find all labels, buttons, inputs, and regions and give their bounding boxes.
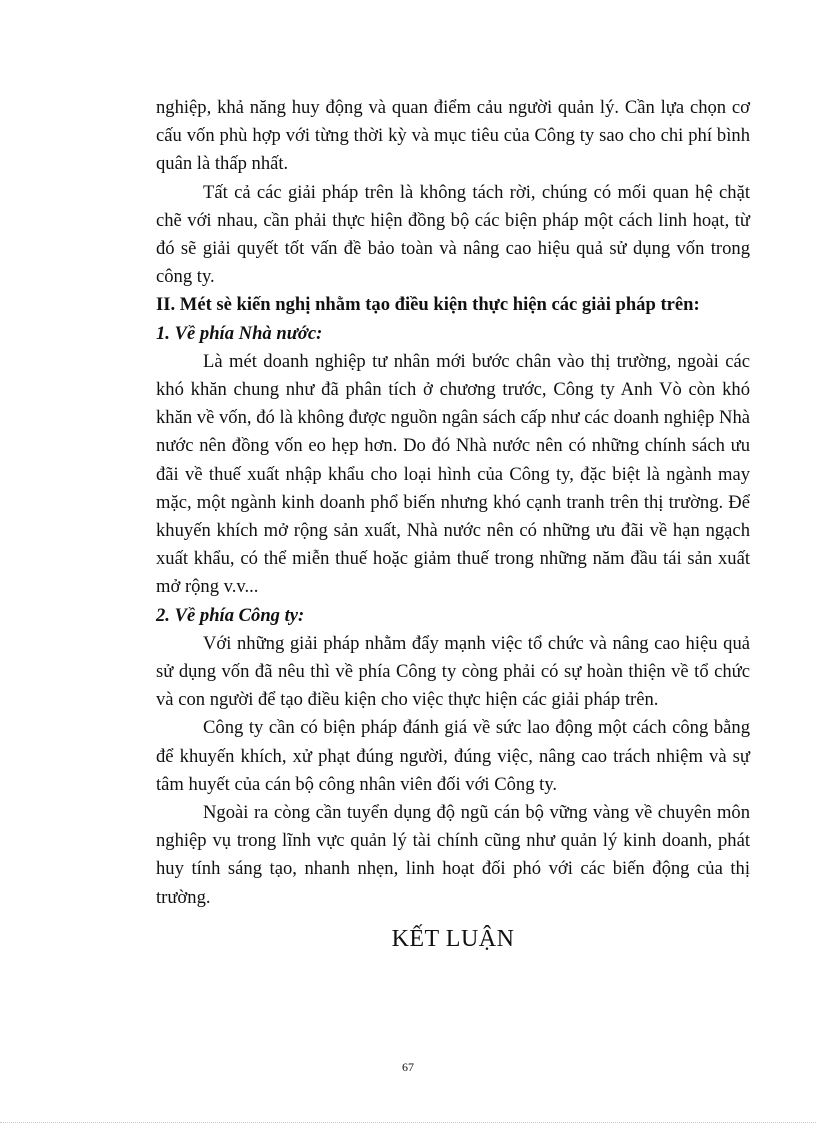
subheading-company: 2. Về phía Công ty: [156,604,305,626]
paragraph-capital-structure: nghiệp, khả năng huy động và quan điểm cảu người quản lý. Cần lựa chọn cơ cấu vốn phù hợp với từng thời kỳ và mục tiêu của Công ty sao cho chi phí bình quân là thấp nhất. [156,97,750,175]
paragraph-company-organization: Với những giải pháp nhằm đẩy mạnh việc tổ chức và nâng cao hiệu quả sử dụng vốn đã nêu thì về phía Công ty còng phải có sự hoàn thiện về tổ chức và con người để tạo điều kiện cho việc thực hiện các giải pháp trên. [156,632,750,711]
conclusion-title: KẾT LUẬN [391,925,515,952]
paragraph-labor-evaluation: Công ty cần có biện pháp đánh giá về sức lao động một cách công bằng để khuyến khích, xử phạt đúng người, đúng việc, nâng cao trách nhiệm và sự tâm huyết của cán bộ công nhân viên đối với Công ty. [156,717,750,795]
page-content [156,94,750,954]
page-number: 67 [402,1060,414,1074]
paragraph-state-recommendations: Là mét doanh nghiệp tư nhân mới bước chân vào thị trường, ngoài các khó khăn chung như đã phân tích ở chương trước, Công ty Anh Vò còn khó khăn về vốn, đó là không được nguồn ngân sách cấp như các doanh nghiệp Nhà nước nên đồng vốn eo hẹp hơn. Do đó Nhà nước nên có những chính sách ưu đãi về thuế xuất nhập khẩu cho loại hình của Công ty, đặc biệt là ngành may mặc, một ngành kinh doanh phổ biến nhưng khó cạnh tranh trên thị trường. Để khuyến khích mở rộng sản xuất, Nhà nước nên có những ưu đãi về hạn ngạch xuất khẩu, có thể miễn thuế hoặc giảm thuế trong những năm đầu tái sản xuất mở rộng v.v... [156,350,750,598]
paragraph-solutions-summary: Tất cả các giải pháp trên là không tách rời, chúng có mối quan hệ chặt chẽ với nhau, cần phải thực hiện đồng bộ các biện pháp một cách linh hoạt, từ đó sẽ giải quyết tốt vấn đề bảo toàn và nâng cao hiệu quả sử dụng vốn trong công ty. [156,181,750,288]
paragraph-staff-recruitment: Ngoài ra còng cần tuyển dụng độ ngũ cán bộ vững vàng về chuyên môn nghiệp vụ trong lĩnh vực quản lý tài chính cũng như quản lý kinh doanh, phát huy tính sáng tạo, nhanh nhẹn, linh hoạt đối phó với các biến động của thị trường. [156,802,750,908]
section-heading-recommendations: II. Mét sè kiến nghị nhằm tạo điều kiện thực hiện các giải pháp trên: [156,294,700,316]
subheading-state: 1. Về phía Nhà nước: [156,322,323,344]
